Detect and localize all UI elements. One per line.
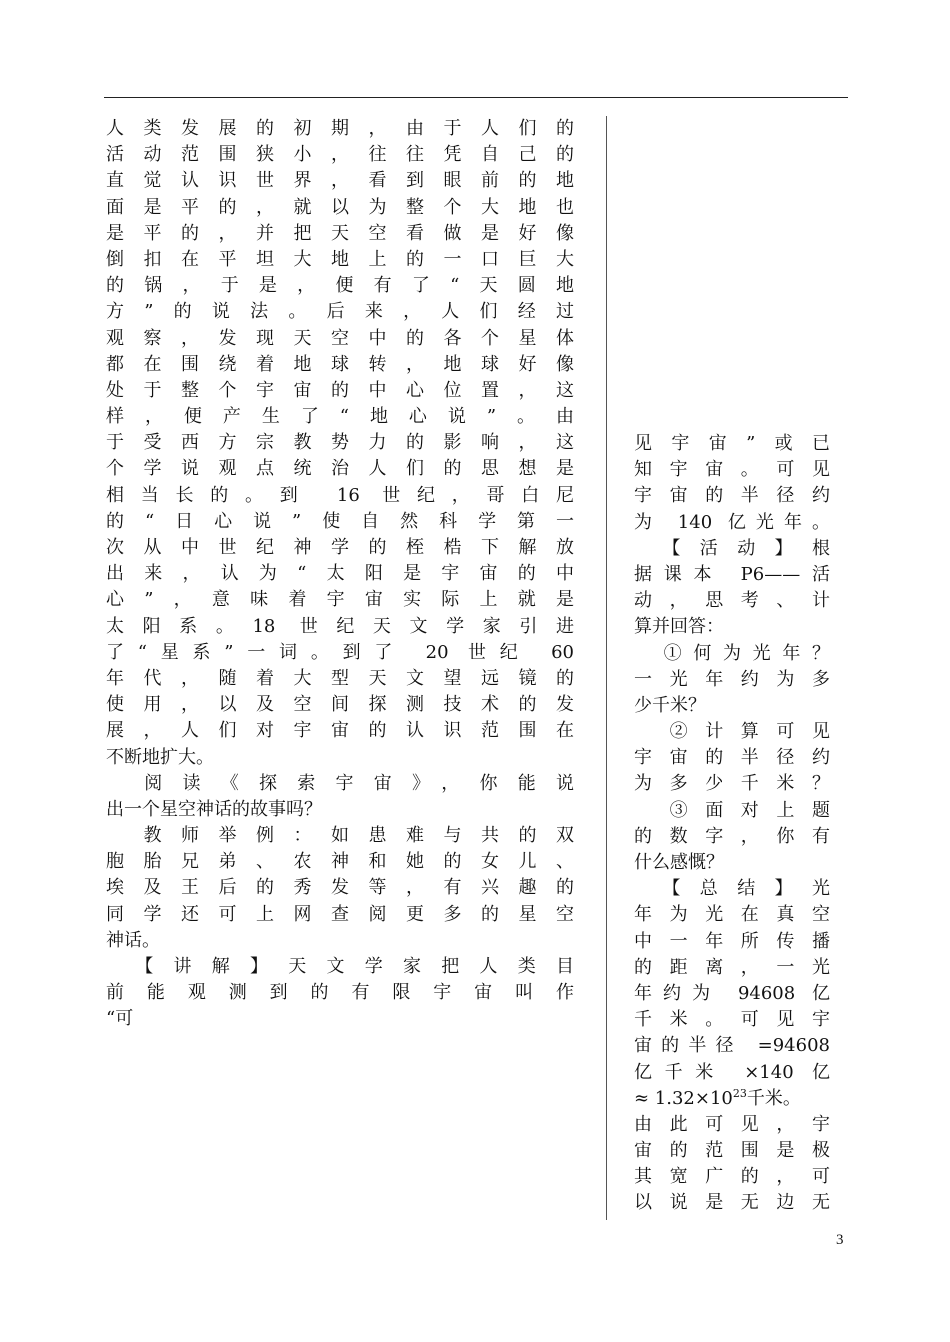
text-line: 次从中世纪神学的桎梏下解放 — [106, 537, 574, 558]
text-line: 【讲解】天文学家把人类目 — [106, 956, 574, 977]
text-line: 活动范围狭小，往往凭自己的 — [106, 144, 574, 166]
text-line: 面是平的，就以为整个大地也 — [106, 196, 574, 218]
text-line: 观察，发现天空中的各个星体 — [106, 327, 574, 349]
text-line: 由此可见，宇 — [634, 1113, 830, 1135]
text-line: 阅读《探索宇宙》，你能说 — [106, 772, 574, 794]
column-divider — [606, 116, 607, 1220]
text-line: 处于整个宇宙的中心位置，这 — [106, 379, 574, 401]
text-line: 都在围绕着地球转，地球好像 — [106, 353, 574, 375]
text-line: 算并回答： — [634, 616, 724, 638]
text-line: 胞胎兄弟、农神和她的女儿、 — [106, 851, 574, 873]
header-rule — [104, 97, 848, 98]
text-line: 中一年所传播 — [634, 930, 830, 952]
left-column — [106, 116, 574, 1033]
text-line: 知宇宙。可见 — [634, 459, 830, 481]
approx-line — [634, 1086, 830, 1112]
text-line: 什么感慨？ — [634, 852, 724, 873]
text-line: 的距离，一光 — [634, 956, 830, 978]
text-line: 使用，以及空间探测技术的发 — [106, 694, 574, 716]
text-line: 神话。 — [106, 929, 160, 951]
text-line: ①何为光年？ — [634, 642, 830, 664]
text-line: 是平的，并把天空看做是好像 — [106, 222, 574, 244]
text-line: 出来，认为“太阳是宇宙的中 — [106, 563, 574, 585]
text-line: 宙的范围是极 — [634, 1140, 830, 1162]
text-line: 宇宙的半径约 — [634, 747, 830, 769]
text-line: 其宽广的，可 — [634, 1166, 830, 1188]
approx-tail: 千米。 — [746, 1087, 801, 1109]
text-line: 太阳系。18 世纪天文学家引进 — [106, 615, 574, 637]
text-line: 教师举例：如患难与共的双 — [106, 825, 574, 847]
text-line: 为多少千米？ — [634, 773, 830, 795]
text-line: 动，思考、计 — [634, 590, 830, 612]
text-line: 的数字，你有 — [634, 825, 830, 847]
text-line: 于受西方宗教势力的影响，这 — [106, 432, 574, 454]
text-line: 了“星系”一词。到了 20 世纪 60 — [106, 641, 574, 663]
text-line: 据课本 P6——活 — [634, 563, 830, 585]
text-line: 见宇宙”或已 — [634, 433, 830, 454]
text-line: 年代，随着大型天文望远镜的 — [106, 667, 574, 689]
text-line: “可 — [106, 1008, 134, 1030]
right-column — [634, 431, 830, 1217]
text-line: 年为光在真空 — [634, 904, 830, 926]
text-line: 宇宙的半径约 — [634, 485, 830, 507]
text-line: 前能观测到的有限宇宙叫作 — [106, 982, 574, 1004]
text-line: 出一个星空神话的故事吗？ — [106, 798, 322, 820]
page-number: 3 — [836, 1232, 844, 1248]
text-line: 倒扣在平坦大地上的一口巨大 — [106, 248, 574, 270]
text-line: ②计算可见 — [634, 721, 830, 743]
text-line: 个学说观点统治人们的思想是 — [106, 458, 574, 480]
text-line: 年约为 94608 亿 — [634, 982, 830, 1004]
text-line: 心”，意味着宇宙实际上就是 — [106, 589, 574, 611]
text-line: 展，人们对宇宙的认识范围在 — [106, 720, 574, 742]
text-line: 人类发展的初期，由于人们的 — [106, 118, 574, 139]
text-line: 【活动】根 — [634, 537, 830, 559]
text-line: 【总结】光 — [634, 878, 830, 900]
text-line: 方”的说法。后来，人们经过 — [106, 301, 574, 323]
text-line: 以说是无边无 — [634, 1192, 830, 1214]
text-line: 的锅，于是，便有了“天圆地 — [106, 275, 574, 297]
text-line: ③面对上题 — [634, 799, 830, 821]
text-line: 亿千米 ×140 亿 — [634, 1061, 830, 1083]
text-line: 样，便产生了“地心说”。由 — [106, 406, 574, 428]
text-line: 相当长的。到 16 世纪，哥白尼 — [106, 484, 574, 506]
text-line: 为 140 亿光年。 — [634, 511, 830, 533]
text-line: 一光年约为多 — [634, 668, 830, 690]
text-line: 同学还可上网查阅更多的星空 — [106, 903, 574, 925]
text-line: 埃及王后的秀发等，有兴趣的 — [106, 877, 574, 899]
text-line: 直觉认识世界，看到眼前的地 — [106, 170, 574, 192]
text-line: 不断地扩大。 — [106, 746, 214, 768]
exponent: 23 — [732, 1086, 747, 1100]
text-line: 少千米？ — [634, 694, 706, 716]
text-line: 宙的半径 =94608 — [634, 1035, 830, 1057]
text-line: 的“日心说”使自然科学第一 — [106, 510, 574, 532]
text-line: 千米。可见宇 — [634, 1009, 830, 1031]
approx-base: ≈ 1.32×10 — [634, 1087, 733, 1109]
